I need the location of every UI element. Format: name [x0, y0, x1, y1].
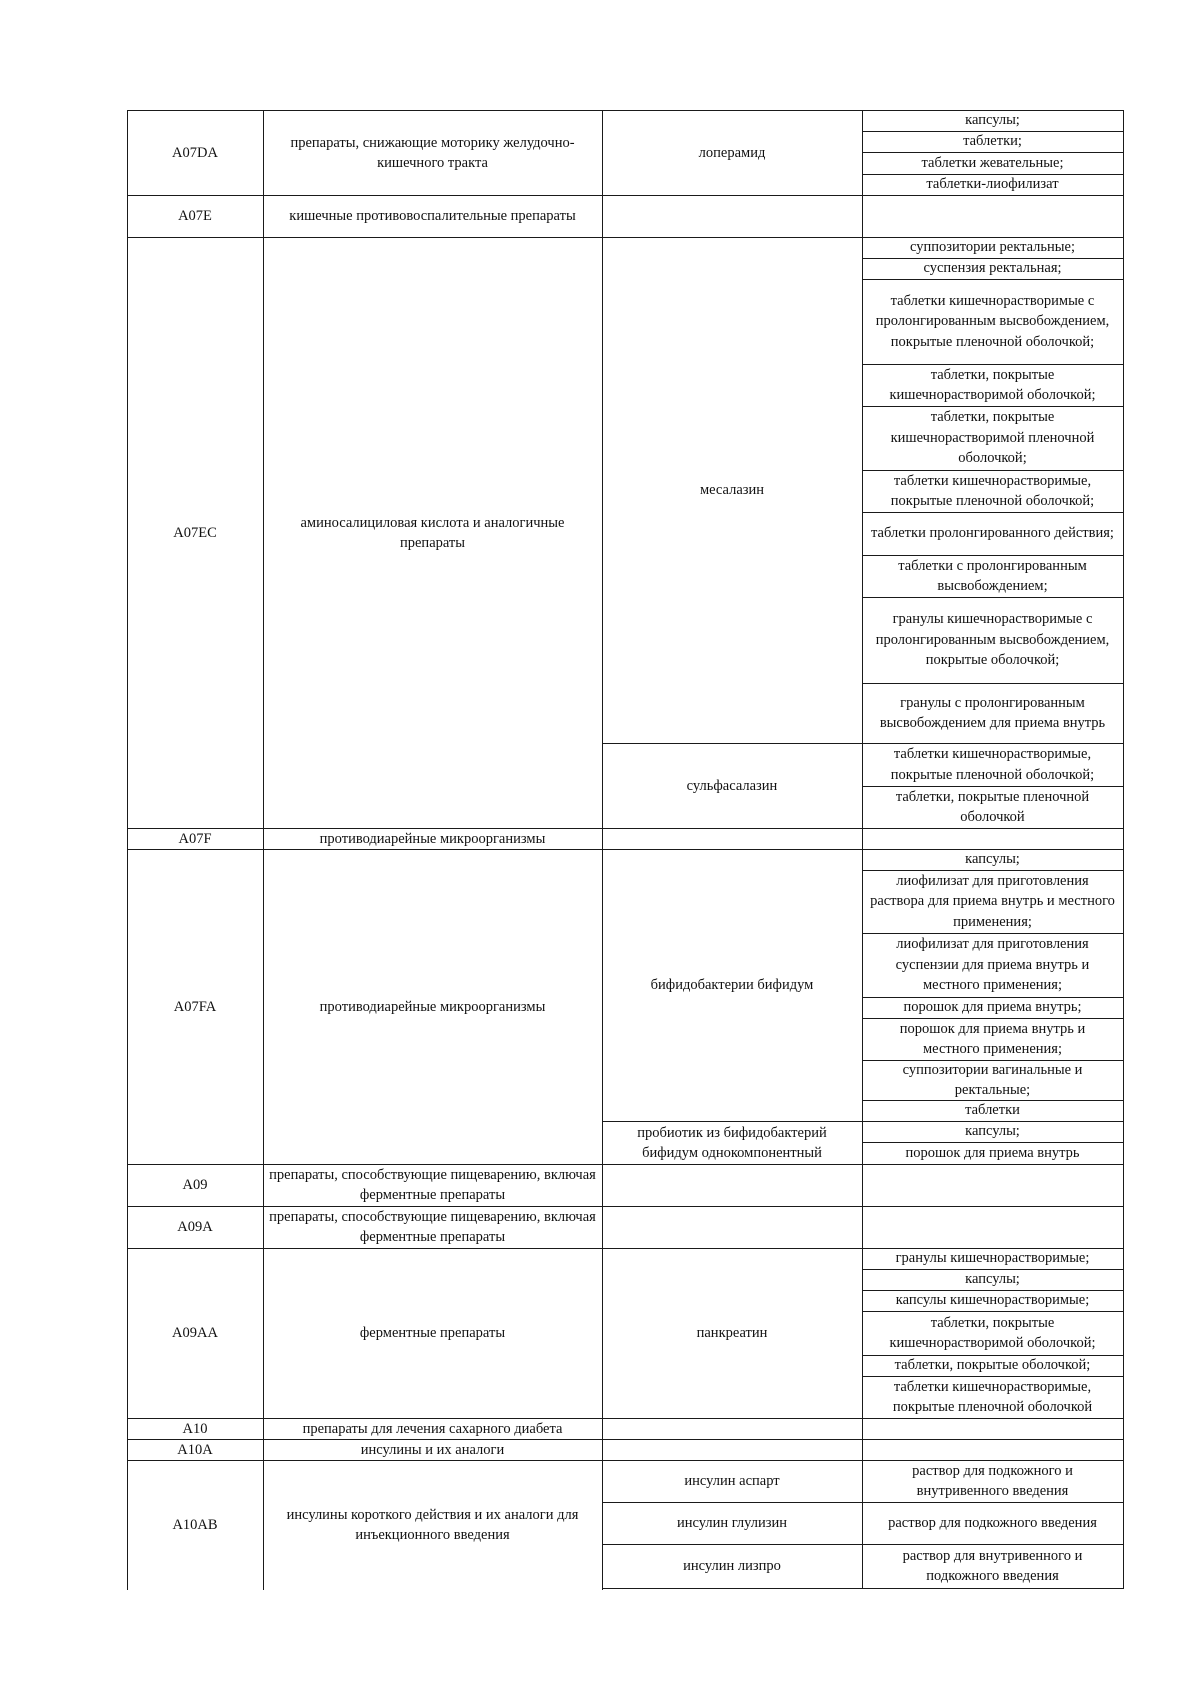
- table-rule: [1123, 1164, 1124, 1206]
- table-rule: [127, 1460, 128, 1590]
- table-rule: [862, 1206, 863, 1248]
- drug-name: пробиотик из бифидобактерий бифидум однокомпонентный: [637, 1124, 827, 1161]
- drug-name: инсулин лизпро: [683, 1558, 781, 1574]
- atc-code: A07F: [178, 830, 212, 847]
- dosage-form: таблетки, покрытые кишечнорастворимой пленочной оболочкой;: [890, 409, 1095, 467]
- table-rule: [602, 849, 603, 1164]
- table-rule: [263, 828, 264, 849]
- dosage-form: лиофилизат для приготовления суспензии для приема внутрь и местного применения;: [895, 936, 1090, 994]
- dosage-form: раствор для подкожного и внутривенного введения: [912, 1462, 1073, 1499]
- table-rule: [263, 110, 264, 195]
- table-rule: [602, 1460, 603, 1590]
- atc-code: A07E: [178, 208, 212, 224]
- dosage-form: порошок для приема внутрь и местного применения;: [899, 1020, 1086, 1057]
- table-rule: [862, 1164, 863, 1206]
- drug-name: бифидобактерии бифидум: [650, 977, 814, 993]
- table-rule: [862, 828, 863, 849]
- atc-group-name: препараты, способствующие пищеварению, включая ферментные препараты: [269, 1209, 596, 1245]
- table-rule: [1123, 1206, 1124, 1248]
- dosage-form: раствор для внутривенного и подкожного введения: [902, 1547, 1083, 1584]
- dosage-form: таблетки, покрытые оболочкой;: [894, 1357, 1091, 1374]
- dosage-form: суппозитории ректальные;: [910, 239, 1075, 256]
- table-rule: [127, 1206, 128, 1248]
- table-rule: [127, 828, 128, 849]
- dosage-form: гранулы кишечнорастворимые;: [895, 1250, 1090, 1267]
- atc-group-name: инсулины короткого действия и их аналоги для инъекционного введения: [286, 1507, 579, 1543]
- table-rule: [602, 828, 603, 849]
- dosage-form: суппозитории вагинальные и ректальные;: [902, 1061, 1083, 1098]
- atc-code: A10: [182, 1420, 208, 1437]
- table-rule: [862, 1248, 863, 1418]
- table-rule: [1123, 237, 1124, 828]
- table-rule: [263, 1164, 264, 1206]
- dosage-form: лиофилизат для приготовления раствора для приема внутрь и местного применения;: [870, 872, 1115, 930]
- table-rule: [1123, 1439, 1124, 1460]
- atc-group-name: препараты для лечения сахарного диабета: [302, 1420, 563, 1437]
- table-rule: [1123, 1418, 1124, 1439]
- table-rule: [127, 1439, 128, 1460]
- atc-code: A09A: [177, 1219, 213, 1235]
- table-rule: [1123, 195, 1124, 237]
- atc-group-name: аминосалициловая кислота и аналогичные препараты: [300, 514, 565, 551]
- dosage-form: гранулы с пролонгированным высвобождением для приема внутрь: [879, 694, 1106, 731]
- dosage-form: таблетки, покрытые пленочной оболочкой: [895, 788, 1090, 825]
- table-rule: [127, 237, 128, 828]
- atc-code: A07DA: [172, 144, 218, 161]
- table-rule: [1123, 1460, 1124, 1588]
- atc-group-name: ферментные препараты: [359, 1325, 506, 1341]
- table-rule: [263, 195, 264, 237]
- drug-name: инсулин глулизин: [676, 1515, 788, 1531]
- atc-code: A07FA: [173, 998, 217, 1015]
- table-rule: [1123, 828, 1124, 849]
- table-rule: [263, 237, 264, 828]
- drug-name: панкреатин: [696, 1325, 768, 1341]
- table-rule: [602, 1248, 603, 1418]
- table-rule: [127, 849, 128, 1164]
- table-rule: [127, 1460, 1124, 1461]
- table-rule: [263, 849, 264, 1164]
- dosage-form: таблетки кишечнорастворимые, покрытые пленочной оболочкой;: [890, 472, 1095, 509]
- dosage-form: капсулы;: [965, 1123, 1020, 1140]
- dosage-form: таблетки жевательные;: [921, 154, 1064, 171]
- table-rule: [862, 237, 863, 828]
- table-rule: [602, 1588, 1124, 1589]
- dosage-form: таблетки пролонгированного действия;: [871, 525, 1114, 542]
- table-rule: [862, 1439, 863, 1460]
- table-rule: [127, 110, 128, 195]
- atc-group-name: противодиарейные микроорганизмы: [319, 998, 546, 1015]
- atc-group-name: инсулины и их аналоги: [360, 1441, 505, 1458]
- atc-code: A09: [182, 1177, 208, 1193]
- drug-name: инсулин аспарт: [684, 1473, 780, 1489]
- dosage-form: капсулы;: [965, 112, 1020, 129]
- dosage-form: таблетки, покрытые кишечнорастворимой оболочкой;: [889, 366, 1096, 403]
- table-rule: [263, 1439, 264, 1460]
- drug-name: сульфасалазин: [686, 777, 778, 794]
- dosage-form: таблетки с пролонгированным высвобождением;: [898, 557, 1087, 594]
- atc-code: A07EC: [173, 524, 217, 541]
- table-rule: [127, 195, 128, 237]
- dosage-form: таблетки кишечнорастворимые, покрытые пленочной оболочкой;: [890, 746, 1095, 783]
- dosage-form: порошок для приема внутрь;: [903, 999, 1082, 1016]
- dosage-form: таблетки, покрытые кишечнорастворимой оболочкой;: [889, 1314, 1096, 1351]
- table-rule: [127, 1418, 128, 1439]
- table-rule: [263, 1248, 264, 1418]
- drug-name: месалазин: [699, 482, 765, 498]
- dosage-form: таблетки;: [963, 133, 1022, 150]
- table-rule: [862, 1418, 863, 1439]
- table-rule: [1123, 849, 1124, 1164]
- atc-group-name: кишечные противовоспалительные препараты: [289, 208, 576, 224]
- table-rule: [602, 237, 603, 828]
- dosage-form: гранулы кишечнорастворимые с пролонгированным высвобождением, покрытые оболочкой;: [875, 611, 1110, 669]
- dosage-form: капсулы;: [965, 851, 1020, 868]
- table-rule: [1123, 1248, 1124, 1418]
- dosage-form: суспензия ректальная;: [923, 260, 1062, 277]
- dosage-form: таблетки кишечнорастворимые, покрытые пленочной оболочкой: [892, 1378, 1093, 1415]
- table-rule: [602, 195, 603, 237]
- atc-code: A10AB: [172, 1517, 218, 1533]
- table-rule: [602, 1164, 603, 1206]
- table-rule: [263, 1206, 264, 1248]
- table-rule: [127, 1164, 128, 1206]
- dosage-form: капсулы кишечнорастворимые;: [895, 1292, 1090, 1309]
- atc-group-name: препараты, способствующие пищеварению, включая ферментные препараты: [269, 1167, 596, 1203]
- dosage-form: капсулы;: [965, 1271, 1020, 1288]
- dosage-form: раствор для подкожного введения: [888, 1514, 1097, 1531]
- atc-code: A09AA: [172, 1325, 218, 1341]
- table-rule: [602, 1439, 603, 1460]
- dosage-form: таблетки кишечнорастворимые с пролонгированным высвобождением, покрытые пленочной оболочкой;: [875, 292, 1110, 350]
- dosage-form: таблетки: [965, 1102, 1020, 1119]
- table-rule: [263, 1460, 264, 1590]
- table-rule: [862, 1460, 863, 1588]
- table-rule: [602, 1418, 603, 1439]
- table-rule: [127, 1248, 128, 1418]
- table-rule: [862, 849, 863, 1164]
- dosage-form: порошок для приема внутрь: [905, 1144, 1080, 1161]
- drug-name: лоперамид: [698, 144, 766, 161]
- atc-code: A10A: [177, 1441, 213, 1458]
- table-rule: [263, 1418, 264, 1439]
- table-rule: [602, 110, 603, 195]
- table-rule: [862, 195, 863, 237]
- dosage-form: таблетки-лиофилизат: [926, 176, 1059, 193]
- atc-group-name: противодиарейные микроорганизмы: [319, 830, 546, 847]
- table-rule: [602, 1206, 603, 1248]
- atc-group-name: препараты, снижающие моторику желудочно-кишечного тракта: [290, 134, 575, 171]
